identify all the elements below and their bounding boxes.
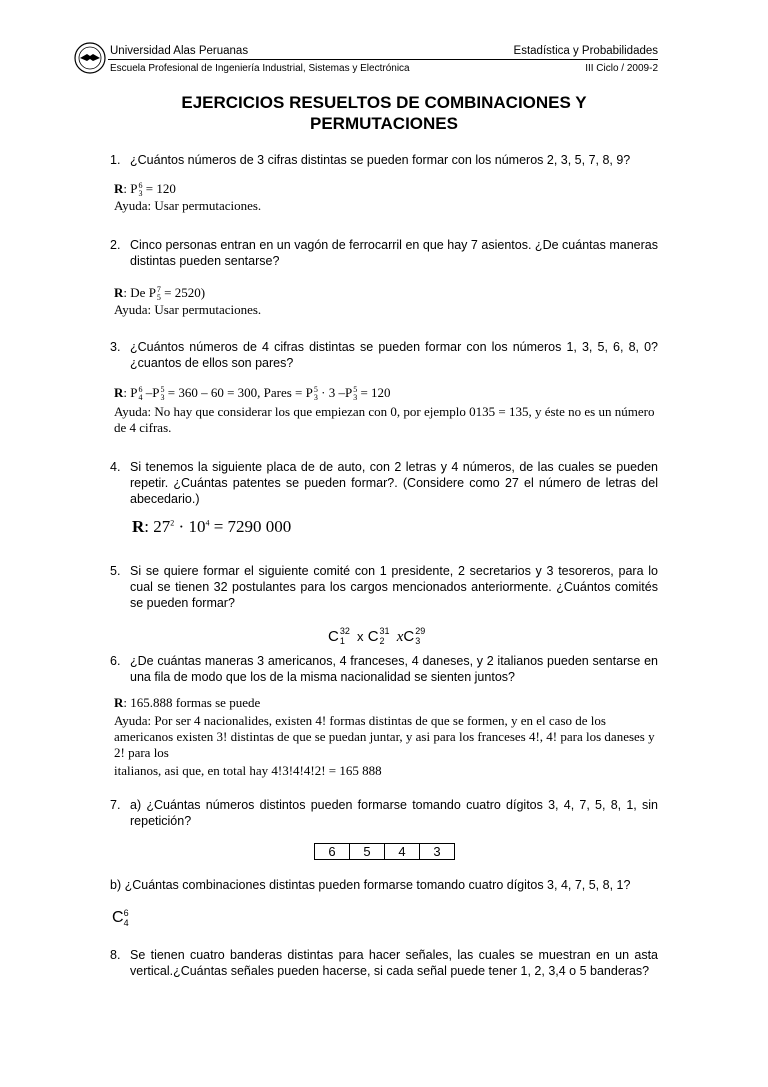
- c46-top: 6: [123, 908, 129, 918]
- perm-box: 3: [420, 844, 455, 860]
- university-seal-icon: [74, 42, 106, 74]
- question-8: [110, 947, 658, 979]
- perm-box: 5: [350, 844, 385, 860]
- answer-3: R: P 6 4 –P 5 3 = 360 – 60 = 300, Pares = P 5 3 · 3 –P 5 3 = 120 Ayuda: No hay que considerar los que empiezan con 0, por ejemplo 0135 = 135, y éste no es un número de 4 cifras.: [114, 385, 660, 436]
- answer-value: 165.888 formas se puede: [130, 695, 261, 710]
- question-text: ¿De cuántas maneras 3 americanos, 4 franceses, 4 daneses, y 2 italianos pueden sentarse en una fila de modo que los de la misma nacionalidad se sienten juntos?: [130, 654, 658, 684]
- base-1: 27: [153, 517, 171, 536]
- r-label: R: [114, 181, 124, 196]
- question-4: [110, 459, 658, 507]
- question-number: 3.: [110, 340, 121, 354]
- question-2: [110, 237, 658, 269]
- question-text: b) ¿Cuántas combinaciones distintas pueden formarse tomando cuatro dígitos 3, 4, 7, 5, 8, 1?: [110, 878, 631, 892]
- page-title: [110, 92, 658, 134]
- question-text: ¿Cuántos números de 3 cifras distintas se pueden formar con los números 2, 3, 5, 7, 8, 9?: [130, 153, 631, 167]
- question-text: ¿Cuántos números de 4 cifras distintas se pueden formar con los números 1, 3, 5, 6, 8, 0?¿cuantos de ellos son pares?: [130, 340, 658, 370]
- perm-box: 4: [385, 844, 420, 860]
- c-symbol: C: [403, 628, 415, 645]
- answer-help: Ayuda: Usar permutaciones.: [114, 302, 262, 318]
- perm-box: 6: [315, 844, 350, 860]
- combination-formula: [328, 626, 428, 646]
- r-label: R: [132, 517, 145, 536]
- p-symbol: P: [152, 385, 160, 400]
- p-symbol: P: [148, 285, 156, 300]
- question-7: [110, 797, 658, 829]
- question-number: 1.: [110, 153, 121, 167]
- times-symbol: x: [357, 629, 364, 644]
- permutation-boxes: [314, 843, 455, 860]
- question-text: Cinco personas entran en un vagón de ferrocarril en que hay 7 asientos. ¿De cuántas maneras distintas pueden sentarse?: [130, 238, 658, 268]
- combination-c46: [112, 908, 129, 928]
- question-number: 2.: [110, 238, 121, 252]
- question-text: Si tenemos la siguiente placa de de auto, con 2 letras y 4 números, de las cuales se pueden repetir. ¿Cuántas patentes se pueden formar?. (Considere como 27 el número de letras del abecedario.): [130, 460, 658, 506]
- p-symbol: P: [305, 385, 313, 400]
- question-number: 8.: [110, 948, 121, 962]
- question-number: 5.: [110, 564, 121, 578]
- base-2: 10: [188, 517, 206, 536]
- header-divider: [108, 59, 658, 60]
- answer-value: = 7290 000: [213, 517, 292, 536]
- question-7b: [110, 877, 658, 893]
- header-university: Universidad Alas Peruanas: [110, 45, 249, 57]
- c-symbol: C: [328, 628, 339, 645]
- answer-prefix: De: [130, 285, 146, 300]
- p-symbol: P: [344, 385, 353, 400]
- r-label: R: [114, 285, 124, 300]
- header-subject: Estadística y Probabilidades: [513, 45, 658, 57]
- r-label: R: [114, 385, 124, 400]
- answer-value: = 360 – 60 = 300, Pares =: [167, 385, 303, 400]
- c1-top: 32: [339, 626, 350, 636]
- c3-top: 29: [415, 626, 426, 636]
- p-symbol: P: [130, 181, 138, 196]
- answer-1: R: P 6 3 = 120 Ayuda: Usar permutaciones.: [114, 181, 660, 214]
- c2-top: 31: [379, 626, 390, 636]
- times-symbol-italic: x: [396, 629, 404, 645]
- c3-bot: 3: [415, 636, 421, 646]
- question-6: [110, 653, 658, 685]
- answer-help: Ayuda: Por ser 4 nacionalides, existen 4! formas distintas de que se formen, y en el caso de los americanos existen 3! distintas de que se puedan juntar, y asi para los franceses 4!, 4! para los daneses y 2! para los: [114, 713, 655, 760]
- c-symbol: C: [112, 909, 124, 926]
- answer-help: Ayuda: No hay que considerar los que empiezan con 0, por ejemplo 0135 = 135, y éste no es un número de 4 cifras.: [114, 404, 655, 436]
- answer-value: = 2520): [164, 285, 206, 300]
- question-number: 4.: [110, 460, 121, 474]
- c46-bot: 4: [123, 918, 129, 928]
- answer-total: italianos, asi que, en total hay 4!3!4!4!2! = 165 888: [114, 763, 382, 778]
- c2-bot: 2: [379, 636, 385, 646]
- question-3: [110, 339, 658, 371]
- title-line-1: EJERCICIOS RESUELTOS DE COMBINACIONES Y: [181, 93, 587, 112]
- c-symbol: C: [367, 628, 379, 645]
- answer-4: R: $27^2 \cdot 10^4 = 7290$ 000: [132, 517, 292, 536]
- answer-value: = 120: [145, 181, 176, 196]
- header-cycle: III Ciclo / 2009-2: [585, 63, 658, 74]
- answer-value-end: = 120: [360, 385, 391, 400]
- header-school: Escuela Profesional de Ingeniería Industrial, Sistemas y Electrónica: [110, 63, 410, 74]
- question-5: [110, 563, 658, 611]
- question-text: Se tienen cuatro banderas distintas para hacer señales, las cuales se muestran en un asta vertical.¿Cuántas señales pueden hacerse, si cada señal puede tener 1, 2, 3,4 o 5 banderas?: [130, 948, 658, 978]
- r-label: R: [114, 695, 124, 710]
- c1-bot: 1: [339, 636, 345, 646]
- answer-6: R: 165.888 formas se puede Ayuda: Por ser 4 nacionalides, existen 4! formas distintas de que se formen, y en el caso de los americanos existen 3! distintas de que se puedan juntar, y asi para los franceses 4!, 4! para los daneses y 2! para los italianos, asi que, en total hay 4!3!4!4!2! = 165 888: [114, 695, 660, 779]
- question-1: [110, 152, 658, 168]
- p-symbol: P: [130, 385, 138, 400]
- answer-help: Ayuda: Usar permutaciones.: [114, 198, 262, 214]
- question-text: Si se quiere formar el siguiente comité con 1 presidente, 2 secretarios y 3 tesoreros, para lo cual se tienen 32 postulantes para los cargos mencionados anteriormente. ¿Cuántos comités se pueden formar?: [130, 564, 658, 610]
- answer-2: R: De P 7 5 = 2520) Ayuda: Usar permutaciones.: [114, 285, 660, 318]
- title-line-2: PERMUTACIONES: [310, 114, 458, 133]
- exponent-2: 4: [205, 518, 210, 528]
- question-number: 7.: [110, 798, 121, 812]
- question-text: a) ¿Cuántas números distintos pueden formarse tomando cuatro dígitos 3, 4, 7, 5, 8, 1, sin repetición?: [130, 798, 658, 828]
- question-number: 6.: [110, 654, 121, 668]
- exponent-1: 2: [170, 518, 175, 528]
